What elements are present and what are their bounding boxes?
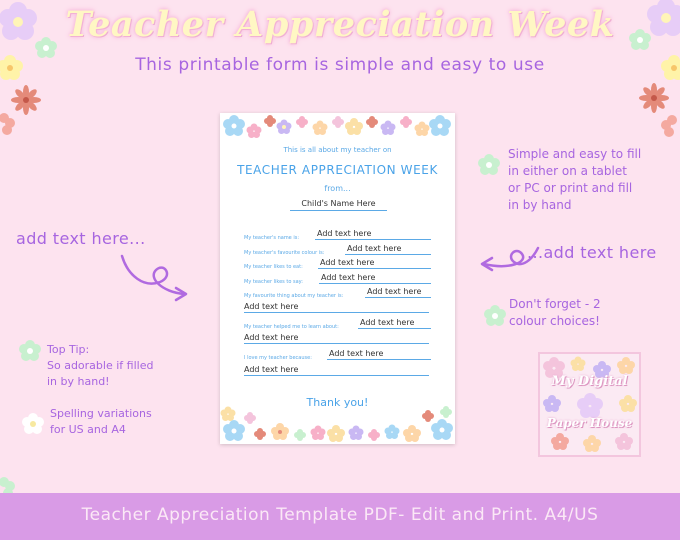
flower-icon <box>385 425 400 440</box>
form-thanks: Thank you! <box>306 396 369 409</box>
row-value-colour[interactable]: Add text here <box>345 244 431 255</box>
flower-border-bottom <box>220 404 455 444</box>
flower-icon <box>366 116 378 128</box>
shop-logo <box>538 352 641 457</box>
flower-icon <box>415 122 430 137</box>
add-text-right-note: ...add text here <box>527 243 657 262</box>
row-label-learn: My teacher helped me to learn about: <box>244 324 339 330</box>
logo-flowers <box>540 354 639 455</box>
curly-arrow-icon <box>118 252 194 304</box>
row-label-love: I love my teacher because: <box>244 355 312 361</box>
row-value-learn[interactable]: Add text here <box>358 318 431 329</box>
simple-fill-note <box>508 146 641 214</box>
flower-icon <box>244 412 256 424</box>
form-sheet <box>220 113 455 444</box>
flower-icon <box>431 419 453 440</box>
child-name-field[interactable]: Child's Name Here <box>290 199 387 211</box>
form-heading: TEACHER APPRECIATION WEEK <box>237 163 438 177</box>
row-label-colour: My teacher's favourite colour is: <box>244 250 325 256</box>
row-label-name: My teacher's name is: <box>244 235 300 241</box>
flower-icon <box>619 395 637 412</box>
flower-icon <box>327 425 345 442</box>
flower-icon <box>639 83 669 113</box>
row-label-favourite: My favourite thing about my teacher is: <box>244 293 344 299</box>
flower-icon <box>271 423 289 440</box>
row-value-favourite-2[interactable]: Add text here <box>244 302 429 313</box>
flower-icon <box>247 124 262 139</box>
flower-icon <box>661 115 677 137</box>
spelling-line-1: Spelling variations <box>50 407 152 420</box>
logo-text-line-2: Paper House <box>546 416 633 430</box>
flower-icon <box>264 115 276 127</box>
top-tip-line-3: in by hand! <box>47 375 110 388</box>
flower-icon <box>20 411 46 437</box>
flower-icon <box>223 420 245 441</box>
flower-icon <box>381 121 396 136</box>
flower-icon <box>345 118 363 135</box>
add-text-left-note: add text here... <box>16 229 146 248</box>
flower-icon <box>313 121 328 136</box>
row-value-say[interactable]: Add text here <box>319 273 431 284</box>
flower-icon <box>429 115 451 136</box>
footer-text: Teacher Appreciation Template PDF- Edit and Print. A4/US <box>81 505 599 525</box>
form-from: from... <box>324 184 351 193</box>
top-tip-line-1: Top Tip: <box>47 343 90 356</box>
top-tip-note <box>47 342 153 390</box>
logo-text-line-1: My Digital <box>551 374 628 389</box>
spelling-line-2: for US and A4 <box>50 423 126 436</box>
flower-icon <box>400 116 412 128</box>
row-value-love-2[interactable]: Add text here <box>244 365 429 376</box>
flower-icon <box>296 116 308 128</box>
flower-icon <box>221 407 236 422</box>
flower-icon <box>551 433 569 450</box>
flower-icon <box>17 338 43 364</box>
flower-icon <box>349 426 364 441</box>
row-value-favourite[interactable]: Add text here <box>365 287 431 298</box>
flower-icon <box>294 429 306 441</box>
row-label-eat: My teacher likes to eat: <box>244 264 303 270</box>
simple-fill-line-3: or PC or print and fill <box>508 181 633 195</box>
colour-choices-line-2: colour choices! <box>509 314 600 328</box>
flower-icon <box>583 435 601 452</box>
flower-icon <box>482 303 508 329</box>
flower-icon <box>422 410 434 422</box>
row-label-say: My teacher likes to say: <box>244 279 303 285</box>
flower-icon <box>223 115 245 136</box>
flower-icon <box>571 357 586 372</box>
row-value-love[interactable]: Add text here <box>327 349 431 360</box>
flower-icon <box>543 395 561 412</box>
row-value-learn-2[interactable]: Add text here <box>244 333 429 344</box>
flower-icon <box>368 429 380 441</box>
flower-icon <box>277 120 292 135</box>
flower-icon <box>403 425 421 442</box>
flower-icon <box>0 113 15 135</box>
form-intro: This is all about my teacher on <box>283 146 392 154</box>
colour-choices-note <box>509 296 601 330</box>
top-tip-line-2: So adorable if filled <box>47 359 154 372</box>
flower-icon <box>476 152 502 178</box>
flower-icon <box>440 406 452 418</box>
flower-icon <box>311 426 326 441</box>
simple-fill-line-1: Simple and easy to fill <box>508 147 642 161</box>
simple-fill-line-2: in either on a tablet <box>508 164 627 178</box>
row-value-name[interactable]: Add text here <box>315 229 431 240</box>
flower-icon <box>11 85 41 115</box>
flower-icon <box>332 116 344 128</box>
flower-border-top <box>220 113 455 143</box>
flower-icon <box>577 393 603 418</box>
row-value-eat[interactable]: Add text here <box>318 258 431 269</box>
flower-icon <box>617 357 635 374</box>
page-subtitle: This printable form is simple and easy to use <box>135 55 545 75</box>
page-title: Teacher Appreciation Week <box>65 4 615 45</box>
spelling-note <box>50 406 152 438</box>
flower-icon <box>254 428 266 440</box>
flower-icon <box>615 433 633 450</box>
colour-choices-line-1: Don't forget - 2 <box>509 297 601 311</box>
simple-fill-line-4: in by hand <box>508 198 572 212</box>
